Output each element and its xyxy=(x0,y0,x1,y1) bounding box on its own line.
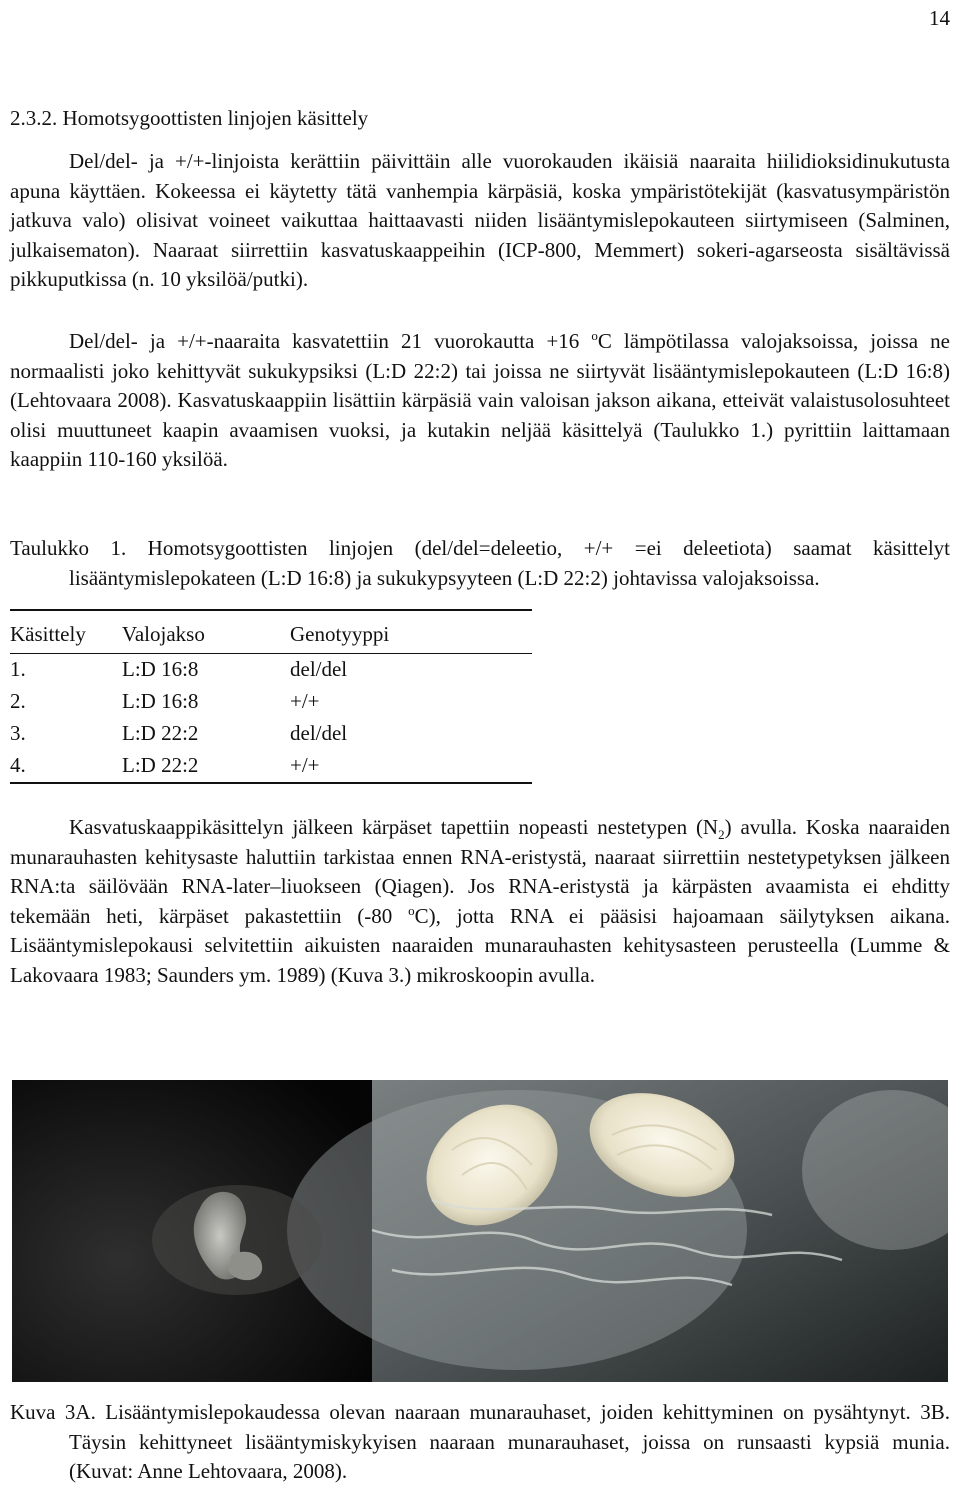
paragraph-2 xyxy=(10,327,950,475)
table-cell: 1. xyxy=(10,657,26,682)
table-header-cell: Valojakso xyxy=(122,622,205,647)
table-cell: del/del xyxy=(290,721,348,746)
page-number: 14 xyxy=(929,6,950,30)
table-cell: +/+ xyxy=(290,753,320,778)
table-row xyxy=(10,718,532,750)
degree-sup: o xyxy=(591,328,598,343)
paragraph-2-text-a: Del/del- ja +/+-naaraita kasvatettiin 21 vuorokautta +16 xyxy=(69,329,592,353)
degree-sup: o xyxy=(408,902,415,918)
paragraph-3-text-c: C), jotta RNA ei pääsisi hajoamaan säilytyksen aikana. Lisääntymislepokausi selvitettiin aikuisten naaraiden munarauhasten kehitysasteen perusteella (Lumme & Lakovaara 1983; Saunders ym. 1989) (Kuva 3.) mikroskoopin avulla. xyxy=(10,903,950,987)
table-row xyxy=(10,654,532,686)
table-cell: 4. xyxy=(10,753,26,778)
paragraph-2-text-b: C lämpötilassa valojaksoissa, joissa ne normaalisti joko kehittyvät sukukypsiksi (L:D 22:2) tai joissa ne siirtyvät lisääntymislepokauteen (L:D 16:8) (Lehtovaara 2008). Kasvatuskaappiin lisättiin kärpäsiä vain valoisan jakson aikana, etteivät valaistusolosuhteet olisi muuttuneet kaapin avaamisen vuoksi, ja kutakin neljää käsittelyä (Taulukko 1.) pyrittiin laittamaan kaappiin 110-160 yksilöä. xyxy=(10,329,951,471)
table-header-cell: Käsittely xyxy=(10,622,86,647)
figure-caption-text: Kuva 3A. Lisääntymislepokaudessa olevan naaraan munarauhaset, joiden kehittyminen on pysähtynyt. 3B. Täysin kehittyneet lisääntymiskykyisen naaraan munarauhaset, joissa on runsaasti kypsiä munia. (Kuvat: Anne Lehtovaara, 2008). xyxy=(10,1400,950,1483)
section-heading: 2.3.2. Homotsygoottisten linjojen käsittely xyxy=(10,106,369,130)
subscript-2: 2 xyxy=(718,827,725,843)
table-row xyxy=(10,686,532,718)
table-bottom-rule xyxy=(10,782,532,784)
paragraph-3-text-a: Kasvatuskaappikäsittelyn jälkeen kärpäset tapettiin nopeasti nestetypen (N xyxy=(69,815,719,839)
table-cell: 2. xyxy=(10,689,26,714)
treatment-table xyxy=(10,609,532,784)
table-caption-text: Taulukko 1. Homotsygoottisten linjojen (del/del=deleetio, +/+ =ei deleetiota) saamat käsittelyt lisääntymislepokateen (L:D 16:8) ja sukukypsyyteen (L:D 22:2) johtavissa valojaksoissa. xyxy=(10,536,950,590)
paragraph-3 xyxy=(10,813,950,990)
table-header-cell: Genotyyppi xyxy=(290,622,390,647)
table-cell: +/+ xyxy=(290,689,320,714)
table-header-row xyxy=(10,611,532,653)
table-row xyxy=(10,750,532,782)
table-cell: L:D 16:8 xyxy=(122,689,199,714)
microscope-photo xyxy=(12,1080,948,1382)
microscope-photo-image xyxy=(12,1080,948,1382)
table-cell: 3. xyxy=(10,721,26,746)
paragraph-1 xyxy=(10,147,950,295)
table-caption xyxy=(10,534,950,593)
paragraph-1-text: Del/del- ja +/+-linjoista kerättiin päivittäin alle vuorokauden ikäisiä naaraita hiilidioksidinukutusta apuna käyttäen. Kokeessa ei käytetty tätä vanhempia kärpäsiä, koska ympäristötekijät (kasvatusympäristön jatkuva valo) olisivat voineet vaikuttaa haittaavasti niiden lisääntymislepokauteen siirtymiseen (Salminen, julkaisematon). Naaraat siirrettiin kasvatuskaappeihin (ICP-800, Memmert) sokeri-agarseosta sisältävissä pikkuputkissa (n. 10 yksilöä/putki). xyxy=(10,149,950,291)
paragraph-3-text-b: ) avulla. Koska naaraiden munarauhasten kehitysaste haluttiin tarkistaa ennen RNA-eristystä, naaraat siirrettiin nestetypetyksen jälkeen RNA:ta säilövään RNA-later–liuokseen (Qiagen). Jos RNA-eristystä ja kärpästen avaamista ei ehditty tekemään heti, kärpäset pakastettiin (-80 xyxy=(10,815,951,928)
table-cell: L:D 16:8 xyxy=(122,657,199,682)
table-cell: del/del xyxy=(290,657,348,682)
table-cell: L:D 22:2 xyxy=(122,753,199,778)
figure-caption xyxy=(10,1398,950,1487)
table-cell: L:D 22:2 xyxy=(122,721,199,746)
